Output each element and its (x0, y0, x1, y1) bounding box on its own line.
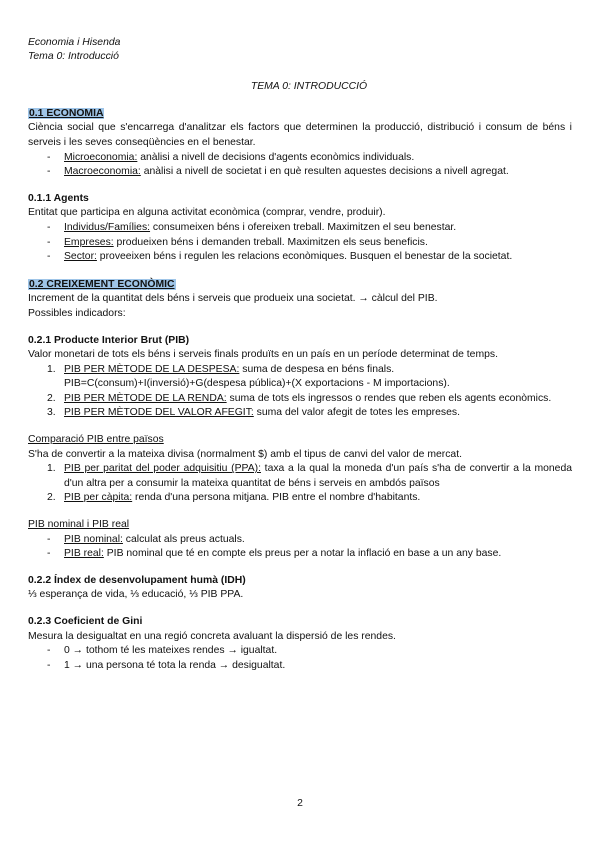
list-item: - 1 → una persona té tota la renda → desigualtat. (28, 659, 572, 674)
section-pib-heading: 0.2.1 Producte Interior Brut (PIB) (28, 334, 190, 346)
term-description: produeixen béns i demanden treball. Maximitzen els seus beneficis. (113, 236, 428, 248)
comparison-text: S'ha de convertir a la mateixa divisa (normalment $) amb el tipus de canvi del valor de mercat. (28, 448, 462, 460)
list-item (28, 547, 572, 562)
term-description: suma de despesa en béns finals. (239, 363, 395, 375)
section-idh-heading: 0.2.2 Índex de desenvolupament humà (IDH) (28, 574, 246, 586)
item-number: 1. (47, 463, 56, 475)
list-item (28, 165, 572, 180)
term-description: suma de tots els ingressos o rendes que reben els agents econòmics. (226, 392, 552, 404)
term-description: PIB nominal que té en compte els preus per a notar la inflació en base a un any base. (103, 548, 502, 560)
section-creixement-heading (28, 278, 572, 293)
term-description: taxa a la qual la moneda d'un país s'ha de convertir a la moneda d'un altra per a consumir la mateixa quantitat de béns i serveis en ambdós països (64, 463, 572, 489)
term: Macroeconomia: (64, 166, 141, 178)
list-item (28, 406, 572, 421)
list-item: - 0 → tothom té les mateixes rendes → igualtat. (28, 644, 572, 659)
term-description: proveeixen béns i regulen les relacions econòmiques. Busquen el benestar de la societat. (96, 251, 513, 263)
term: PIB PER MÈTODE DE LA RENDA: (64, 392, 227, 404)
term: PIB real: (64, 548, 104, 560)
term: PIB PER MÈTODE DEL VALOR AFEGIT: (64, 407, 254, 419)
list-item (28, 221, 572, 236)
item-number: 2. (47, 392, 56, 404)
heading-text: 0.1 ECONOMIA (29, 107, 104, 119)
page-content (28, 36, 572, 673)
pib-methods-list (28, 363, 572, 421)
term: PIB nominal: (64, 533, 123, 545)
comparison-list (28, 462, 572, 506)
list-item (28, 151, 572, 166)
item-number: 3. (47, 407, 56, 419)
header-course: Economia i Hisenda (28, 37, 121, 48)
heading-text: 0.2 CREIXEMENT ECONÒMIC (29, 278, 175, 290)
agents-definition: Entitat que participa en alguna activitat econòmica (comprar, vendre, produir). (28, 207, 386, 219)
section-gini-heading: 0.2.3 Coeficient de Gini (28, 616, 143, 627)
economia-definition: Ciència social que s'encarrega d'analitzar els factors que determinen la producció, distribució i consum de béns i serveis i les seves conseqüències en el benestar. (28, 122, 572, 148)
term-description: suma del valor afegit de totes les empreses. (253, 407, 460, 419)
pib-definition: Valor monetari de tots els béns i serveis finals produïts en un país en un període determinat de temps. (28, 349, 498, 361)
nominal-real-list (28, 533, 572, 562)
list-item (28, 363, 572, 392)
idh-text: ⅓ esperança de vida, ⅓ educació, ⅓ PIB PPA. (28, 589, 244, 601)
term: PIB per paritat del poder adquisitiu (PPA): (64, 463, 261, 475)
list-item (28, 392, 572, 407)
term: Empreses: (64, 236, 114, 248)
term-description: consumeixen béns i ofereixen treball. Maximitzen el seu benestar. (150, 221, 457, 233)
term: PIB per càpita: (64, 492, 133, 504)
term: PIB PER MÈTODE DE LA DESPESA: (64, 363, 240, 375)
comparison-heading: Comparació PIB entre països (28, 434, 164, 446)
term-description: renda d'una persona mitjana. PIB entre el nombre d'habitants. (132, 492, 421, 504)
nominal-real-heading: PIB nominal i PIB real (28, 519, 130, 531)
gini-list (28, 644, 572, 673)
list-item (28, 462, 572, 491)
term: Microeconomia: (64, 151, 138, 163)
list-item (28, 491, 572, 506)
agents-list (28, 221, 572, 265)
creixement-note: Possibles indicadors: (28, 307, 126, 319)
creixement-definition: Increment de la quantitat dels béns i serveis que produeix una societat. → càlcul del PIB. (28, 293, 438, 305)
term: Individus/Famílies: (64, 221, 151, 233)
term-description: calculat als preus actuals. (122, 533, 245, 545)
page-number: 2 (297, 798, 303, 809)
pib-formula: PIB=C(consum)+I(inversió)+G(despesa pública)+(X exportacions - M importacions). (64, 378, 450, 390)
gini-text: Mesura la desigualtat en una regió concreta avaluant la dispersió de les rendes. (28, 630, 396, 642)
term-description: anàlisi a nivell de societat i en què resulten aquestes decisions a nivell agregat. (140, 166, 509, 178)
term: Sector: (64, 251, 97, 263)
item-number: 2. (47, 492, 56, 504)
economia-list (28, 151, 572, 180)
section-agents-heading: 0.1.1 Agents (28, 192, 89, 204)
list-item (28, 236, 572, 251)
header-topic: Tema 0: Introducció (28, 50, 119, 62)
term-description: anàlisi a nivell de decisions d'agents econòmics individuals. (137, 151, 415, 163)
item-number: 1. (47, 363, 56, 375)
section-economia-heading (28, 107, 572, 122)
page-title: TEMA 0: INTRODUCCIÓ (250, 81, 368, 93)
list-item (28, 533, 572, 548)
list-item (28, 250, 572, 265)
